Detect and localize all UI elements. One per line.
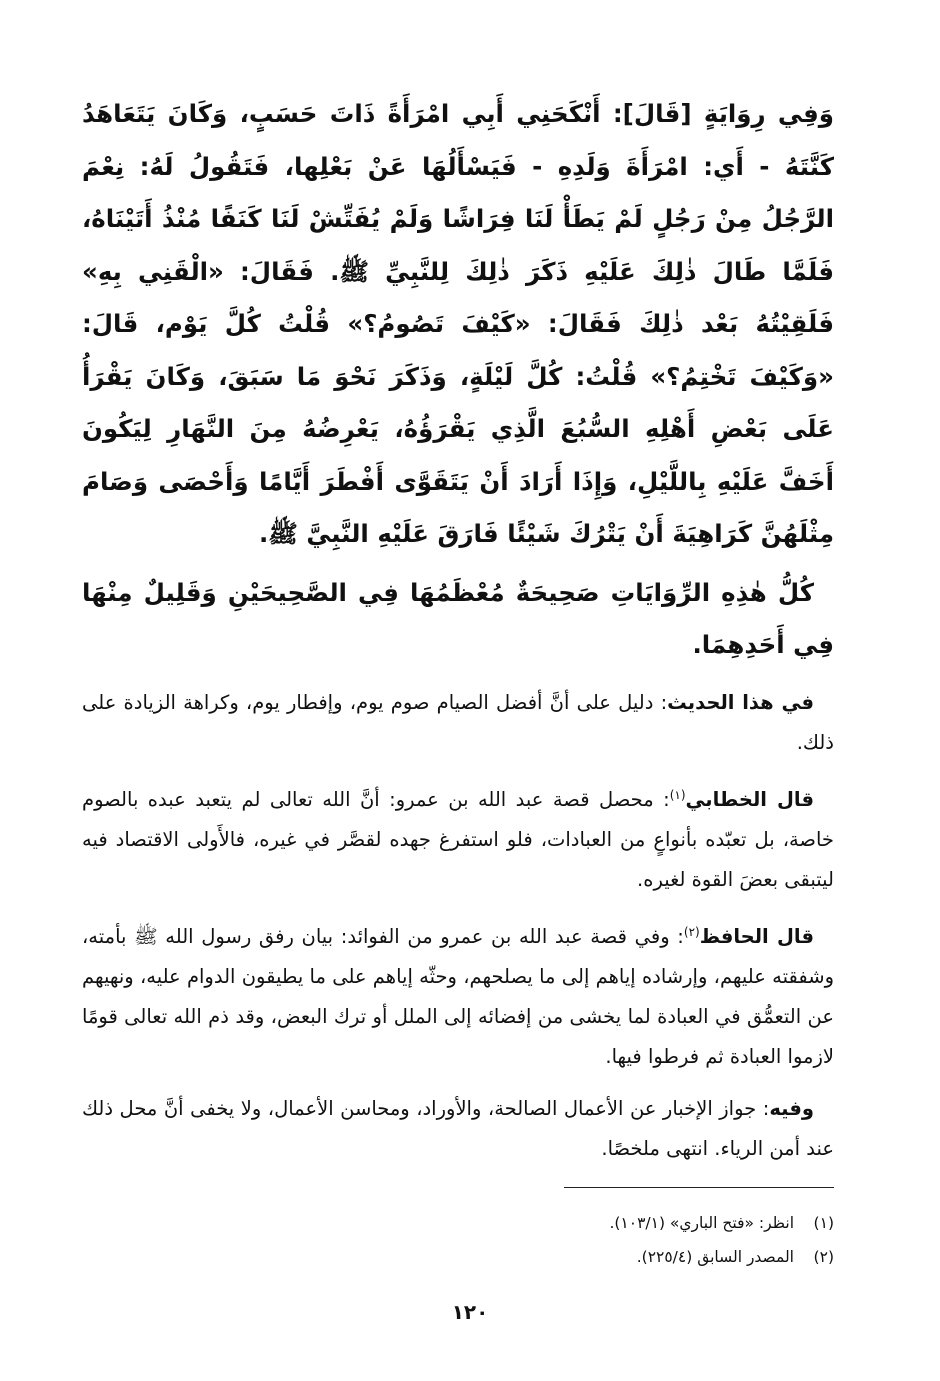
- footnote-number: (٢): [813, 1248, 834, 1266]
- paragraph-body: : دليل على أنَّ أفضل الصيام صوم يوم، وإفطار يوم، وكراهة الزيادة على ذلك.: [82, 690, 834, 754]
- footnote-2: [234, 1240, 834, 1274]
- commentary-paragraph-4: [82, 1089, 834, 1169]
- paragraph-body: : جواز الإخبار عن الأعمال الصالحة، والأوراد، ومحاسن الأعمال، ولا يخفى أنَّ محل ذلك عند أمن الرياء. انتهى ملخصًا.: [82, 1096, 834, 1160]
- footnote-text: المصدر السابق (٢٢٥/٤).: [636, 1248, 794, 1266]
- footnote-number: (١): [813, 1214, 834, 1232]
- commentary-paragraph-1: [82, 683, 834, 763]
- authenticity-note: كُلُّ هٰذِهِ الرِّوَايَاتِ صَحِيحَةٌ مُعْظَمُهَا فِي الصَّحِيحَيْنِ وَقَلِيلٌ مِنْهَا فِي أَحَدِهِمَا.: [82, 577, 834, 659]
- footnote-divider: [564, 1187, 834, 1188]
- page-number: ١٢٠: [451, 1300, 489, 1324]
- paragraph-body: : وفي قصة عبد الله بن عمرو من الفوائد: بيان رفق رسول الله ﷺ بأمته، وشفقته عليهم، وإرشاده إياهم إلى ما يصلحهم، وحثّه إياهم على ما يطيقون الدوام عليه، ونهيهم عن التعمُّق في العبادة لما يخشى من إفضائه إلى الملل أو ترك البعض، وقد ذم الله تعالى قومًا لازموا العبادة ثم فرطوا فيها.: [82, 924, 834, 1068]
- paragraph-heading: وفيه: [769, 1096, 814, 1120]
- commentary-paragraph-3: [82, 912, 834, 1077]
- paragraph-heading: في هذا الحديث: [667, 690, 814, 714]
- paragraph-heading: قال الحافظ: [699, 924, 814, 948]
- footnotes: [234, 1206, 834, 1274]
- footnote-ref[interactable]: (١): [669, 787, 686, 802]
- footnote-1: [234, 1206, 834, 1240]
- commentary-paragraph-2: [82, 775, 834, 900]
- footnote-text: انظر: «فتح الباري» (١٠٣/١).: [609, 1214, 794, 1232]
- paragraph-heading: قال الخطابي: [685, 787, 814, 811]
- footnote-ref[interactable]: (٢): [683, 924, 700, 939]
- hadith-text: وَفِي رِوَايَةٍ [قَالَ]: أَنْكَحَنِي أَبِي امْرَأَةً ذَاتَ حَسَبٍ، وَكَانَ يَتَعَاهَدُ كَنَّتَهُ - أَي: امْرَأَةَ وَلَدِهِ - فَيَسْأَلُهَا عَنْ بَعْلِها، فَتَقُولُ لَهُ: نِعْمَ الرَّجُلُ مِنْ رَجُلٍ لَمْ يَطَأْ لَنَا فِرَاشًا وَلَمْ يُفَتِّشْ لَنَا كَنَفًا مُنْذُ أَتَيْنَاهُ، فَلَمَّا طَالَ ذٰلِكَ عَلَيْهِ ذَكَرَ ذٰلِكَ لِلنَّبِيِّ ﷺ. فَقَالَ: «الْقَنِي بِهِ» فَلَقِيْتُهُ بَعْد ذٰلِكَ فَقَالَ: «كَيْفَ تَصُومُ؟» قُلْتُ كُلَّ يَوْم، قَالَ: «وَكَيْفَ تَخْتِمُ؟» قُلْتُ: كُلَّ لَيْلَةٍ، وَذَكَرَ نَحْوَ مَا سَبَقَ، وَكَانَ يَقْرَأُ عَلَى بَعْضِ أَهْلِهِ السُّبُعَ الَّذِي يَقْرَؤُهُ، يَعْرِضُهُ مِنَ النَّهَارِ لِيَكُونَ أَخَفَّ عَلَيْهِ بِاللَّيْلِ، وَإِذَا أَرَادَ أَنْ يَتَقَوَّى أَفْطَرَ أَيَّامًا وَأَحْصَى وَصَامَ مِثْلَهُنَّ كَرَاهِيَةَ أَنْ يَتْرُكَ شَيْئًا فَارَقَ عَلَيْهِ النَّبِيَّ ﷺ.: [82, 99, 834, 548]
- paragraph-body: : محصل قصة عبد الله بن عمرو: أنَّ الله تعالى لم يتعبد عبده بالصوم خاصة، بل تعبّده بأنواعٍ من العبادات، فلو استفرغ جهده لقصَّر في غيره، فالأَولى الاقتصاد فيه ليتبقى بعضَ القوة لغيره.: [82, 787, 834, 891]
- page-body: [82, 88, 834, 1169]
